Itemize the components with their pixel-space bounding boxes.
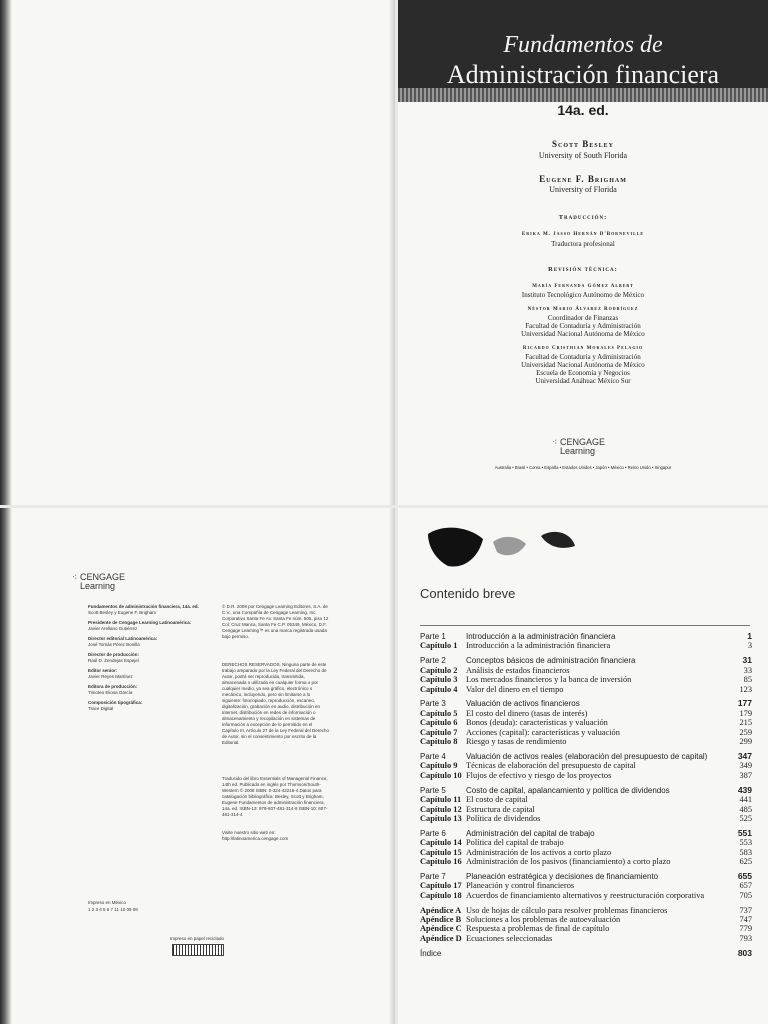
chapter-row xyxy=(420,761,752,770)
credit-head: Editor senior: xyxy=(88,668,118,673)
part-group xyxy=(420,632,752,651)
chapter-row xyxy=(420,805,752,814)
reviewer3-line: Escuela de Economía y Negocios xyxy=(536,369,630,377)
appendix-label: Apéndice B xyxy=(420,915,462,925)
credit-body: Javier Arellano Gutiérrez xyxy=(88,626,138,631)
author2-affiliation: University of Florida xyxy=(549,185,617,194)
chapter-label: Capítulo 5 xyxy=(420,708,458,718)
reviewer1-name: María Fernanda Gómez Albert xyxy=(532,284,634,289)
chapter-page: 3 xyxy=(747,641,752,651)
chapter-row xyxy=(420,881,752,890)
part-group xyxy=(420,656,752,694)
cengage-logo-mark: ⁖ xyxy=(72,572,78,582)
chapter-page: 85 xyxy=(743,675,752,685)
credits-list xyxy=(88,604,210,716)
page-gutter xyxy=(389,0,395,505)
reviewer2-line: Coordinador de Finanzas xyxy=(547,314,619,322)
chapter-page: 299 xyxy=(739,737,752,747)
chapter-title: Política del capital de trabajo xyxy=(466,838,564,848)
credit-head: Director de producción: xyxy=(88,652,140,657)
chapter-label: Capítulo 1 xyxy=(420,641,458,651)
edition: 14a. ed. xyxy=(557,102,609,118)
index-row xyxy=(420,949,752,958)
contents-list xyxy=(420,632,752,958)
divider xyxy=(420,625,750,626)
part-label: Parte 2 xyxy=(420,656,446,666)
chapter-row xyxy=(420,848,752,857)
page-gutter xyxy=(389,508,395,1024)
chapter-title: Planeación y control financieros xyxy=(466,881,575,891)
chapter-title: Técnicas de elaboración del presupuesto de capital xyxy=(466,761,636,771)
book-title-line1: Fundamentos de xyxy=(503,32,663,58)
reviewer3-name: Ricardo Cristhian Morales Pelagio xyxy=(522,346,644,351)
chapter-page: 525 xyxy=(739,813,752,823)
appendix-title: Ecuaciones seleccionadas xyxy=(466,933,553,943)
chapter-label: Capítulo 17 xyxy=(420,881,462,891)
website-notice: Visite nuestro sitio web en: http://latinoamerica.cengage.com xyxy=(222,830,289,841)
appendix-group xyxy=(420,906,752,944)
catalog-data: Traducido del libro Essentials of Managerial Finance, 14th ed. Publicado en inglés por Thomson/South-Western © 2008 ISBN: 0-324-42216-4 Datos para catalogación bibliográfica: Besley, Scott y Brigham, Eugene Fundamentos de administración financiera, 14a. ed. ISBN-13: 978-607-481-314-8 ISBN-10: 607-481-314-4 xyxy=(222,776,328,817)
appendix-page: 793 xyxy=(739,933,752,943)
chapter-label: Capítulo 8 xyxy=(420,737,458,747)
translator-role: Traductora profesional xyxy=(551,240,615,248)
part-page: 439 xyxy=(737,784,752,795)
chapter-label: Capítulo 2 xyxy=(420,665,458,675)
chapter-page: 387 xyxy=(739,770,752,780)
logo-subtext: Learning xyxy=(560,446,596,456)
chapter-page: 485 xyxy=(739,804,752,814)
chapter-page: 441 xyxy=(739,795,752,805)
reviewer3-line: Facultad de Contaduría y Administración xyxy=(525,353,641,361)
part-page: 177 xyxy=(737,698,752,709)
chapter-row xyxy=(420,666,752,675)
part-page: 347 xyxy=(737,750,752,761)
chapter-title: Análisis de estados financieros xyxy=(466,665,570,675)
chapter-title: El costo de capital xyxy=(466,795,528,805)
cengage-logo xyxy=(552,438,605,456)
chapter-title: Flujos de efectivo y riesgo de los proyectos xyxy=(466,770,612,780)
credit-head: Editora de producción: xyxy=(88,684,138,689)
chapter-label: Capítulo 16 xyxy=(420,857,462,867)
chapter-label: Capítulo 10 xyxy=(420,770,462,780)
part-label: Parte 7 xyxy=(420,871,446,881)
credit-body: Raúl D. Zendejas Espejel xyxy=(88,658,139,663)
part-row xyxy=(420,829,752,838)
chapter-label: Capítulo 13 xyxy=(420,813,462,823)
chapter-title: Bonos (deuda): características y valuación xyxy=(466,718,608,728)
reviewer3-line: Universidad Anáhuac México Sur xyxy=(535,377,631,385)
part-page: 31 xyxy=(742,655,752,666)
author1-affiliation: University of South Florida xyxy=(538,151,628,160)
shape-black xyxy=(541,532,575,548)
appendix-label: Apéndice A xyxy=(420,905,462,915)
chapter-page: 553 xyxy=(739,838,752,848)
logo-subtext: Learning xyxy=(80,581,116,591)
credit-body: Timoteo Eliosa García xyxy=(88,690,133,695)
page-edge xyxy=(0,0,12,505)
chapter-title: Administración de los pasivos (financiamiento) a corto plazo xyxy=(466,857,671,867)
credit-body: José Tomás Pérez Bonilla xyxy=(88,642,140,647)
copyright-page xyxy=(0,508,395,1024)
part-page: 1 xyxy=(747,631,752,641)
part-group xyxy=(420,699,752,746)
part-label: Parte 1 xyxy=(420,632,446,641)
cengage-logo xyxy=(72,573,125,591)
chapter-page: 657 xyxy=(739,881,752,891)
appendix-page: 779 xyxy=(739,924,752,934)
chapter-label: Capítulo 7 xyxy=(420,727,458,737)
part-row xyxy=(420,632,752,641)
chapter-label: Capítulo 9 xyxy=(420,761,458,771)
credit-head: Director editorial Latinoamérica: xyxy=(88,636,158,641)
appendix-page: 747 xyxy=(739,915,752,925)
chapter-label: Capítulo 12 xyxy=(420,804,462,814)
chapter-title: Riesgo y tasas de rendimiento xyxy=(466,737,567,747)
part-group xyxy=(420,786,752,824)
credit-head: Presidente de Cengage Learning Latinoamérica: xyxy=(88,620,192,625)
chapter-title: Política de dividendos xyxy=(466,813,541,823)
chapter-row xyxy=(420,718,752,727)
chapter-title: Introducción a la administración financiera xyxy=(466,641,611,651)
reviewer3-line: Universidad Nacional Autónoma de México xyxy=(521,361,645,369)
shape-dark xyxy=(428,528,483,567)
review-heading: Revisión técnica: xyxy=(548,266,618,273)
part-title: Planeación estratégica y decisiones de financiamiento xyxy=(466,871,659,881)
part-row xyxy=(420,786,752,795)
reviewer2-name: Néstor Mario Álvarez Rodríguez xyxy=(527,307,639,312)
title-page xyxy=(398,0,768,505)
part-title: Valuación de activos reales (elaboración del presupuesto de capital) xyxy=(466,751,708,761)
part-title: Introducción a la administración financiera xyxy=(466,632,616,641)
chapter-row xyxy=(420,675,752,684)
appendix-label: Apéndice C xyxy=(420,924,462,934)
appendix-row xyxy=(420,924,752,933)
reviewer1-affiliation: Instituto Tecnológico Autónomo de México xyxy=(521,291,645,299)
contents-heading: Contenido breve xyxy=(420,586,516,601)
contents-page xyxy=(398,508,768,1024)
chapter-page: 259 xyxy=(739,727,752,737)
part-row xyxy=(420,656,752,665)
chapter-label: Capítulo 15 xyxy=(420,847,462,857)
chapter-page: 625 xyxy=(739,857,752,867)
appendix-row xyxy=(420,934,752,943)
credit-head: Composición tipográfica: xyxy=(88,700,143,705)
page-edge xyxy=(0,508,12,1024)
part-label: Parte 3 xyxy=(420,699,446,709)
chapter-title: Estructura de capital xyxy=(466,804,535,814)
part-label: Parte 4 xyxy=(420,751,446,761)
chapter-row xyxy=(420,685,752,694)
chapter-row xyxy=(420,737,752,746)
chapter-row xyxy=(420,857,752,866)
chapter-label: Capítulo 4 xyxy=(420,684,458,694)
part-row xyxy=(420,752,752,761)
part-row xyxy=(420,699,752,708)
part-label: Parte 5 xyxy=(420,785,446,795)
recycle-label: Impreso en papel reciclado xyxy=(170,936,225,941)
part-row xyxy=(420,872,752,881)
part-group xyxy=(420,872,752,900)
translation-heading: Traducción: xyxy=(558,214,608,221)
logo-text: CENGAGE xyxy=(80,572,126,582)
chapter-label: Capítulo 14 xyxy=(420,838,462,848)
part-page: 551 xyxy=(737,827,752,838)
copyright-notice: © D.R. 2009 por Cengage Learning Editores, S.A. de C.V., una Compañía de Cengage Learning, Inc. Corporativo Santa Fe Av. Santa Fe núm. 505, piso 12 Col. Cruz Manca, Santa Fe C.P. 05349, México, D.F. Cengage Learning™ es una marca registrada usada bajo permiso. xyxy=(222,604,329,639)
chapter-row xyxy=(420,709,752,718)
chapter-label: Capítulo 6 xyxy=(420,718,458,728)
chapter-page: 215 xyxy=(739,718,752,728)
index-page: 803 xyxy=(737,947,752,958)
appendix-title: Respuesta a problemas de final de capítulo xyxy=(466,924,610,934)
appendix-title: Soluciones a los problemas de autoevaluación xyxy=(466,915,621,925)
credit-head: Fundamentos de administración financiera, 14a. ed. xyxy=(88,604,199,609)
recycle-icon xyxy=(172,944,224,956)
part-group xyxy=(420,829,752,867)
print-numbers: 1 2 3 4 5 6 7 11 10 09 08 xyxy=(88,907,138,912)
appendix-row xyxy=(420,915,752,924)
rights-notice: DERECHOS RESERVADOS. Ninguna parte de este trabajo amparado por la Ley Federal del Derecho de Autor, podrá ser reproducida, transmitida, almacenada o utilizada en cualquier forma o por cualquier medio, ya sea gráfico, electrónico o mecánico, incluyendo, pero sin limitarse a lo siguiente: fotocopiado, reproducción, escaneo, digitalización, grabación en audio, distribución en internet, distribución en redes de información o almacenamiento y recopilación en sistemas de información a excepción de lo permitido en el Capítulo III, Artículo 27 de la Ley Federal del Derecho de Autor, sin el consentimiento por escrito de la Editorial. xyxy=(222,662,330,745)
chapter-title: Valor del dinero en el tiempo xyxy=(466,684,564,694)
chapter-page: 583 xyxy=(739,847,752,857)
chapter-title: El costo del dinero (tasas de interés) xyxy=(466,708,588,718)
part-label: Parte 6 xyxy=(420,828,446,838)
blank-page xyxy=(0,0,395,505)
printed-in: Impreso en México xyxy=(88,900,127,905)
chapter-page: 123 xyxy=(739,684,752,694)
author2-name: Eugene F. Brigham xyxy=(539,174,627,184)
appendix-label: Apéndice D xyxy=(420,933,462,943)
chapter-row xyxy=(420,728,752,737)
chapter-label: Capítulo 3 xyxy=(420,675,458,685)
author1-name: Scott Besley xyxy=(552,139,614,149)
chapter-row xyxy=(420,838,752,847)
part-title: Costo de capital, apalancamiento y política de dividendos xyxy=(466,785,670,795)
chapter-page: 179 xyxy=(739,708,752,718)
chapter-page: 705 xyxy=(739,890,752,900)
part-title: Conceptos básicos de administración financiera xyxy=(466,656,636,666)
reviewer2-line: Universidad Nacional Autónoma de México xyxy=(521,330,645,338)
part-title: Administración del capital de trabajo xyxy=(466,828,595,838)
appendix-title: Uso de hojas de cálculo para resolver problemas financieros xyxy=(466,905,668,915)
part-page: 655 xyxy=(737,870,752,881)
chapter-page: 33 xyxy=(743,665,752,675)
credit-body: Trace Digital xyxy=(88,706,114,711)
translator-name: Erika M. Jasso Hernán D'Borneville xyxy=(521,232,645,237)
credit-body: Javier Reyes Martínez xyxy=(88,674,133,679)
book-title-line2: Administración financiera xyxy=(446,60,720,89)
appendix-row xyxy=(420,906,752,915)
chapter-row xyxy=(420,891,752,900)
countries-line: Australia • Brasil • Corea • España • Estados Unidos • Japón • México • Reino Unido • Singapur xyxy=(494,465,672,470)
chapter-title: Los mercados financieros y la banca de inversión xyxy=(466,675,632,685)
chapter-title: Acuerdos de financiamiento alternativos y reestructuración corporativa xyxy=(466,890,705,900)
chapter-row xyxy=(420,641,752,650)
title-band-strip xyxy=(398,88,768,102)
chapter-row xyxy=(420,814,752,823)
chapter-row xyxy=(420,771,752,780)
shape-grey xyxy=(493,537,526,555)
chapter-title: Administración de los activos a corto plazo xyxy=(466,847,612,857)
chapter-page: 349 xyxy=(739,761,752,771)
part-group xyxy=(420,752,752,780)
index-label: Índice xyxy=(420,948,442,958)
credit-body: Scott Besley y Eugene F. Brigham xyxy=(88,610,157,615)
decorative-shapes-icon xyxy=(423,514,603,574)
chapter-title: Acciones (capital): características y valuación xyxy=(466,727,620,737)
chapter-label: Capítulo 11 xyxy=(420,795,462,805)
part-title: Valuación de activos financieros xyxy=(466,699,580,709)
cengage-logo-mark: ⁖ xyxy=(552,437,558,447)
chapter-label: Capítulo 18 xyxy=(420,890,462,900)
logo-text: CENGAGE xyxy=(560,437,606,447)
reviewer2-line: Facultad de Contaduría y Administración xyxy=(525,322,641,330)
appendix-page: 737 xyxy=(739,905,752,915)
chapter-row xyxy=(420,795,752,804)
